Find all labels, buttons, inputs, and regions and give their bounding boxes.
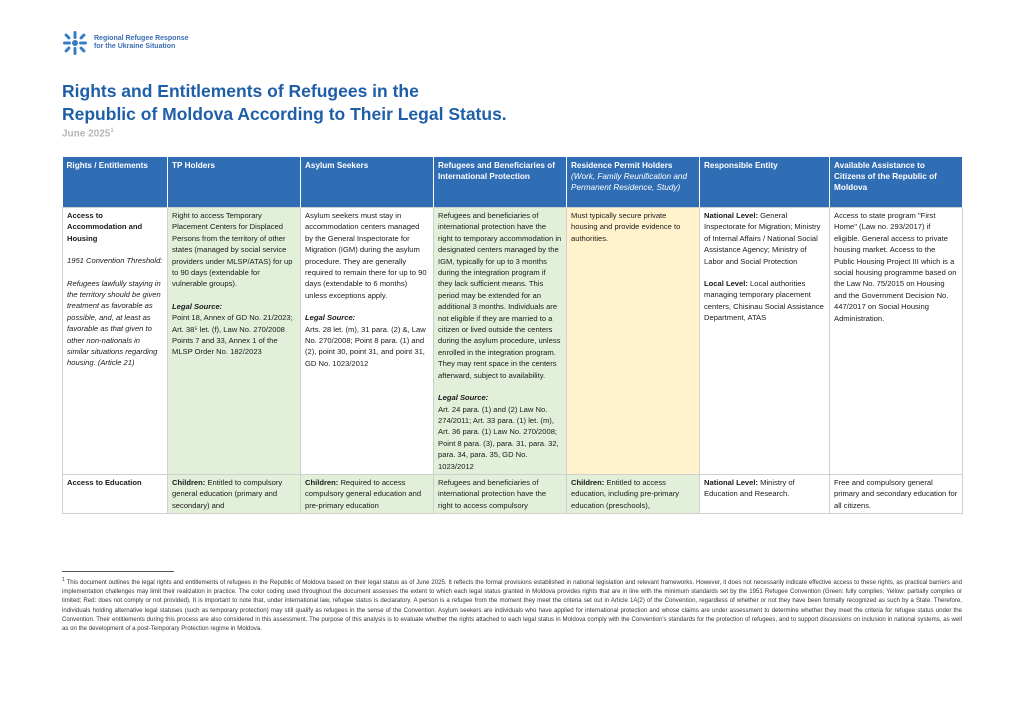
table-header-row (63, 157, 963, 208)
cell-text: Required to access compulsory general education and pre-primary education (305, 477, 422, 510)
cell-text: Access to state program "First Home" (Law no. 293/2017) if eligible. General access to private housing market. Access to the Public Housing Project III which is a social housing programme based on the Law No. 75/2015 on Housing and the Government Decision No. 447/2017 on Social Housing Administration. (834, 211, 957, 323)
header-tp-label: TP Holders (172, 161, 216, 170)
row-heading-text: Access to Accommodation and Housing (67, 211, 143, 243)
table-row (63, 208, 963, 475)
logo-line-1: Regional Refugee Response (94, 34, 189, 42)
convention-threshold-text: Refugees lawfully staying in the territory should be given treatment as favorable as possible, and, at least as favorable as that given to other non-nationals in similar situations regarding housing. (Article 21) (67, 278, 161, 368)
header-entity-label: Responsible Entity (704, 161, 778, 170)
logo (62, 30, 189, 56)
national-level-text: General Inspectorate for Migration; Ministry of Internal Affairs / National Social Assistance Agency; Ministry of Labor and Social Protection (704, 211, 821, 266)
cell-text: Asylum seekers must stay in accommodation centers managed by the General Inspectorate for Migration (IGM) during the asylum procedure. They are generally required to remain there for up to 90 days (extendable to 6 months) unless exceptions apply. (305, 211, 427, 300)
title-line-2: Republic of Moldova According to Their Legal Status. (62, 104, 507, 124)
convention-threshold-label: 1951 Convention Threshold: (67, 256, 163, 266)
cell-asylum-education (301, 474, 434, 513)
legal-source-label: Legal Source: (172, 301, 223, 311)
cell-citizens-education (830, 474, 963, 513)
footnote-divider (62, 571, 174, 572)
header-citizens-label: Available Assistance to Citizens of the Republic of Moldova (834, 161, 937, 192)
rights-table (62, 157, 963, 514)
logo-text (94, 35, 189, 52)
header-rights (63, 157, 168, 208)
cell-refugees-education (434, 474, 567, 513)
cell-tp-housing (168, 208, 301, 475)
star-logo-icon (62, 30, 88, 56)
header-citizens-assistance (830, 157, 963, 208)
legal-source-label: Legal Source: (438, 393, 489, 403)
date-text: June 2025 (62, 128, 111, 140)
header-rights-label: Rights / Entitlements (66, 161, 148, 170)
cell-text: Ministry of Education and Research. (704, 477, 795, 499)
cell-text: Right to access Temporary Placement Centers for Displaced Persons from the territory of other states (managed by social service providers under MLSP/ATAS) for up to 90 days (extendable for vulnerable groups). (172, 211, 293, 289)
children-label: Children: (571, 477, 605, 487)
cell-entity-housing (700, 208, 830, 475)
legal-source-label: Legal Source: (305, 313, 356, 323)
cell-refugees-housing (434, 208, 567, 475)
local-level-text: Local authorities managing temporary placement centers, Chisinau Social Assistance Department, ATAS (704, 279, 824, 323)
cell-text: Refugees and beneficiaries of international protection have the right to temporary accommodation in designated centers managed by the IGM, typically for up to 3 months during the integration program if they lack sufficient means. This period may be extended for an additional 3 months. Individuals are not eligible if they are married to a citizen or lived outside the centers during the asylum procedure, unless enrolled in the integration program. They may rent space in the centers afterward, subject to availability. (438, 211, 562, 380)
header-residence-label: Residence Permit Holders (571, 161, 673, 170)
cell-entity-education (700, 474, 830, 513)
legal-source-text: Arts. 28 let. (m), 31 para. (2) &, Law No. 270/2008; Point 8 para. (1) and (2), point 30, point 31, and point 31, GD No. 1023/2012 (305, 324, 426, 368)
cell-residence-housing (567, 208, 700, 475)
cell-text: Free and compulsory general primary and secondary education for all citizens. (834, 477, 958, 510)
page-title (62, 80, 702, 126)
row-heading-text: Access to Education (67, 477, 142, 487)
cell-text: Refugees and beneficiaries of international protection have the right to access compulsory (438, 477, 547, 510)
header-refugees-label: Refugees and Beneficiaries of International Protection (438, 161, 555, 181)
children-label: Children: (172, 477, 206, 487)
title-line-1: Rights and Entitlements of Refugees in the (62, 81, 419, 101)
children-label: Children: (305, 477, 339, 487)
cell-tp-education (168, 474, 301, 513)
cell-text: Must typically secure private housing and provide evidence to authorities. (571, 211, 681, 243)
footnote (62, 576, 962, 633)
page-date (62, 128, 114, 139)
date-footnote-mark[interactable]: 1 (110, 128, 114, 134)
row-heading-education (63, 474, 168, 513)
national-level-label: National Level: (704, 211, 759, 220)
row-heading-housing (63, 208, 168, 475)
legal-source-text: Point 18, Annex of GD No. 21/2023; Art. 38⁵ let. (f), Law No. 270/2008 Points 7 and 33, Annex 1 of the MLSP Order No. 182/2023 (172, 313, 293, 357)
cell-residence-education (567, 474, 700, 513)
cell-citizens-housing (830, 208, 963, 475)
footnote-mark: 1 (62, 577, 65, 583)
local-level-label: Local Level: (704, 279, 748, 289)
header-asylum-label: Asylum Seekers (305, 161, 369, 170)
header-refugees (434, 157, 567, 208)
header-residence-permit (567, 157, 700, 208)
footnote-text: This document outlines the legal rights and entitlements of refugees in the Republic of Moldova based on their legal status as of June 2025. It reflects the formal provisions established in national legislation and relevant frameworks. However, it does not necessarily indicate effective access to these rights, as practical barriers and implementation challenges may limit their realization in practice. The color coding used throughout the document assesses the extent to which each legal status granted in Moldova provides rights that are in line with the minimum standards set by the 1951 Refugee Convention (Green: fully complies; Yellow: partially complies or limited; Red: does not comply or not provided). It is important to note that, under international law, refugee status is declaratory. A person is a refugee from the moment they meet the criteria set out in Article 1A(2) of the Convention, regardless of whether or not they have been formally recognized as such by a State. Therefore, individuals holding alternative legal statuses (such as temporary protection) may still qualify as refugees in the sense of the Convention. Asylum seekers are individuals who have applied for international protection and whose claims are under assessment to determine whether they meet the criteria for refugee status under the Convention. Their entitlements during this process are also considered in this assessment. The purpose of this analysis is to evaluate whether the rights attached to each legal status in Moldova comply with the Convention's standards for the protection of refugees, and to support discussions on inclusion in national systems, as well as on the development of a post-Temporary Protection regime in Moldova. (62, 579, 962, 633)
national-level-label: National Level: (704, 477, 759, 487)
cell-text: Entitled to access education, including pre-primary education (preschools), (571, 477, 680, 510)
logo-line-2: for the Ukraine Situation (94, 43, 176, 50)
spacer (704, 267, 825, 278)
header-residence-sub: (Work, Family Reunification and Permanent Residence, Study) (571, 172, 688, 192)
legal-source-text: Art. 24 para. (1) and (2) Law No. 274/2011; Art. 33 para. (1) let. (m), Art. 36 para. (1) Law No. 270/2008; Point 8 para. (3), para. 31, para. 32, para. 34, para. 35, GD No. 1023/2012 (438, 404, 559, 471)
header-tp-holders (168, 157, 301, 208)
cell-text: Entitled to compulsory general education (primary and secondary) and (172, 477, 283, 510)
header-asylum-seekers (301, 157, 434, 208)
header-responsible-entity (700, 157, 830, 208)
table-row (63, 474, 963, 513)
cell-asylum-housing (301, 208, 434, 475)
